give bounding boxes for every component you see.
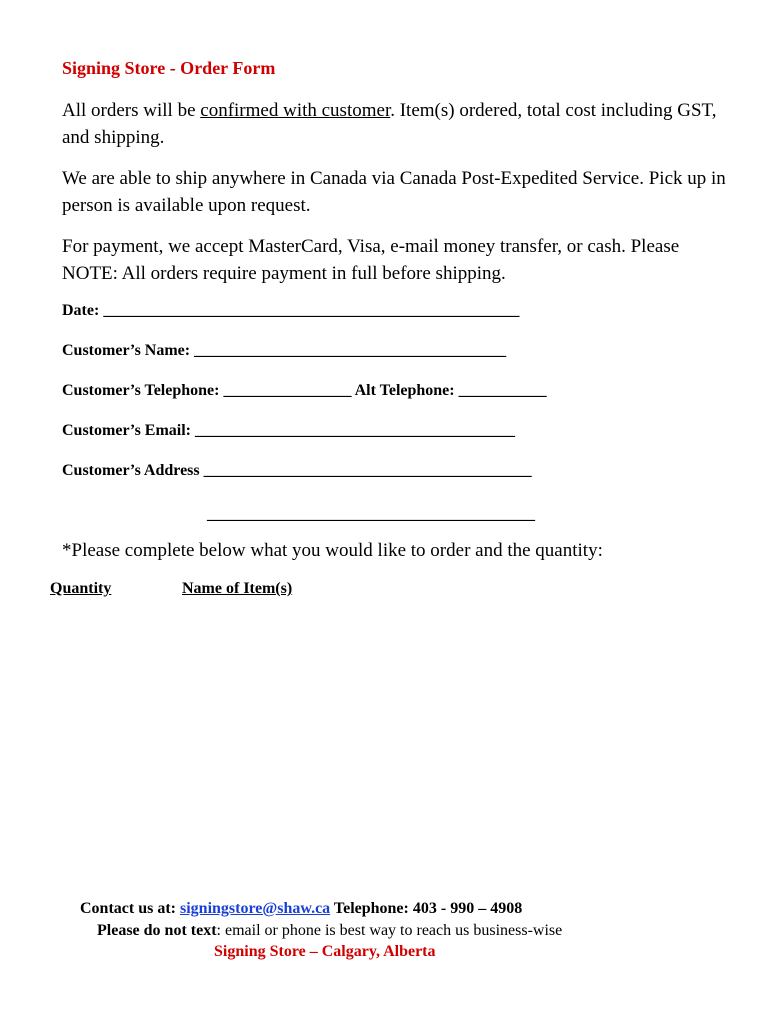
intro-paragraph-shipping: We are able to ship anywhere in Canada via Canada Post-Expedited Service. Pick up in person is available upon request.: [62, 168, 726, 216]
customer-address-line2-field[interactable]: _________________________________________: [207, 506, 535, 523]
item-name-column-header: Name of Item(s): [182, 580, 293, 597]
order-instruction: *Please complete below what you would like to order and the quantity:: [62, 540, 603, 561]
intro-text: All orders will be: [62, 100, 201, 121]
customer-address-field[interactable]: Customer’s Address _________________________________________: [62, 462, 532, 479]
no-text-bold: Please do not text: [97, 922, 217, 939]
contact-email-link[interactable]: signingstore@shaw.ca: [180, 900, 331, 917]
customer-email-field[interactable]: Customer’s Email: ________________________________________: [62, 422, 516, 439]
customer-telephone-field[interactable]: Customer’s Telephone: ________________ Alt Telephone: ___________: [62, 382, 547, 399]
contact-telephone: Telephone: 403 - 990 – 4908: [330, 900, 523, 917]
form-title: Signing Store - Order Form: [62, 58, 276, 78]
customer-name-field[interactable]: Customer’s Name: _______________________________________: [62, 342, 507, 359]
no-text-rest: : email or phone is best way to reach us business-wise: [216, 922, 563, 939]
no-text-notice: [97, 922, 562, 940]
intro-paragraph-confirmation: [62, 97, 732, 151]
quantity-column-header: Quantity: [50, 580, 112, 597]
intro-paragraph-payment: For payment, we accept MasterCard, Visa, e-mail money transfer, or cash. Please NOTE: All orders require payment in full before shipping.: [62, 236, 680, 284]
contact-label: Contact us at:: [80, 900, 180, 917]
store-location: Signing Store – Calgary, Alberta: [214, 943, 436, 960]
contact-line: [80, 900, 522, 918]
date-field[interactable]: Date: ____________________________________________________: [62, 302, 520, 319]
intro-text-end: . Item(s) ordered, total cost including GST, and shipping.: [62, 100, 717, 148]
confirmed-underlined-text: confirmed with customer: [200, 100, 391, 121]
